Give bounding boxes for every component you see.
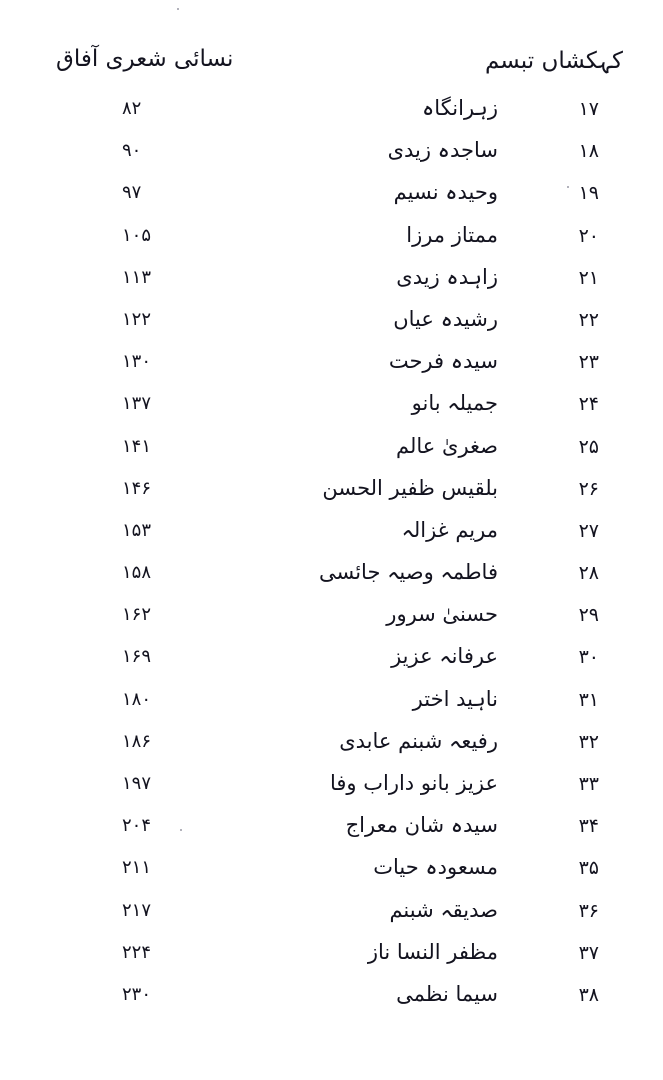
entry-page-number: ۲۳۰ (122, 983, 152, 1005)
entry-page-number: ۱۵۳ (122, 519, 152, 541)
entry-number: ۲۲ (578, 308, 599, 331)
entry-name: زاہدہ زیدی (396, 264, 498, 289)
toc-row (0, 428, 663, 470)
entry-page-number: ۱۴۶ (122, 477, 152, 499)
entry-number: ۳۷ (578, 941, 599, 964)
toc-row (0, 849, 663, 891)
entry-number: ۳۱ (578, 688, 599, 711)
entry-name: صغریٰ عالم (396, 433, 498, 458)
toc-row (0, 681, 663, 723)
toc-row (0, 132, 663, 174)
entry-number: ۱۸ (578, 140, 599, 163)
toc-row (0, 892, 663, 934)
entry-number: ۲۴ (578, 393, 599, 416)
entry-name: ممتاز مرزا (406, 222, 498, 247)
entry-page-number: ۱۳۷ (122, 393, 152, 415)
entry-name: وحیدہ نسیم (393, 180, 498, 205)
entry-name: سیدہ فرحت (388, 349, 498, 374)
entry-page-number: ۱۵۸ (122, 562, 152, 584)
entry-page-number: ۹۰ (122, 140, 142, 162)
entry-number: ۲۶ (578, 477, 599, 500)
entry-page-number: ۹۷ (122, 182, 142, 204)
scan-speck (180, 829, 182, 831)
toc-row (0, 174, 663, 216)
toc-row (0, 934, 663, 976)
entry-number: ۳۰ (578, 646, 599, 669)
entry-name: فاطمہ وصیہ جائسی (318, 560, 498, 585)
entry-page-number: ۱۸۰ (122, 688, 152, 710)
scan-speck (567, 186, 569, 188)
entry-number: ۲۳ (578, 351, 599, 374)
toc-row (0, 554, 663, 596)
entry-page-number: ۱۱۳ (122, 266, 152, 288)
entry-number: ۱۷ (578, 98, 599, 120)
entry-page-number: ۱۶۲ (122, 604, 152, 626)
entry-number: ۳۶ (578, 899, 599, 922)
entry-name: رشیدہ عیاں (393, 306, 498, 331)
entry-name: سیدہ شان معراج (345, 813, 498, 838)
entry-name: ناہید اختر (412, 686, 498, 711)
book-title: نسائی شعری آفاق (56, 46, 234, 72)
entry-name: جمیلہ بانو (411, 391, 498, 416)
entry-page-number: ۲۱۱ (122, 857, 152, 879)
toc-row (0, 807, 663, 849)
entry-number: ۳۸ (578, 983, 599, 1006)
entry-name: عزیز بانو داراب وفا (329, 771, 498, 795)
entry-number: ۳۵ (578, 857, 599, 880)
entry-name: صدیقہ شبنم (389, 897, 498, 922)
scan-speck (177, 8, 179, 10)
entry-name: حسنیٰ سرور (386, 602, 498, 627)
entry-page-number: ۱۰۵ (122, 224, 152, 246)
toc-row (0, 638, 663, 680)
entry-number: ۲۹ (578, 604, 599, 627)
toc-row (0, 217, 663, 259)
entry-name: ساجدہ زیدی (387, 138, 498, 163)
entry-page-number: ۱۴۱ (122, 435, 152, 457)
entry-page-number: ۸۲ (122, 98, 142, 119)
entry-number: ۲۱ (578, 266, 599, 289)
entry-number: ۱۹ (578, 182, 599, 205)
entry-name: مسعودہ حیات (373, 855, 498, 880)
toc-row (0, 470, 663, 512)
entry-number: ۳۳ (578, 773, 599, 795)
entry-number: ۲۸ (578, 562, 599, 585)
toc-row (0, 259, 663, 301)
toc-row (0, 723, 663, 765)
entry-name: رفیعہ شبنم عابدی (339, 728, 498, 753)
entry-name: زہرانگاہ (421, 96, 498, 120)
table-of-contents (0, 90, 663, 1018)
entry-page-number: ۲۲۴ (122, 941, 152, 963)
entry-number: ۳۲ (578, 730, 599, 753)
entry-number: ۳۴ (578, 815, 599, 838)
toc-row (0, 385, 663, 427)
toc-row (0, 976, 663, 1018)
entry-number: ۲۵ (578, 435, 599, 458)
entry-page-number: ۱۹۷ (122, 773, 152, 794)
entry-page-number: ۱۳۰ (122, 351, 152, 373)
author-title: کہکشاں تبسم (484, 48, 623, 74)
toc-row (0, 343, 663, 385)
entry-page-number: ۱۲۲ (122, 308, 152, 330)
entry-name: بلقیس ظفیر الحسن (322, 475, 498, 500)
entry-page-number: ۱۸۶ (122, 730, 152, 752)
toc-row (0, 512, 663, 554)
toc-row (0, 301, 663, 343)
entry-name: عرفانہ عزیز (391, 644, 498, 669)
entry-number: ۲۰ (578, 224, 599, 247)
entry-number: ۲۷ (578, 519, 599, 542)
entry-name: سیما نظمی (396, 981, 498, 1006)
toc-row (0, 596, 663, 638)
entry-name: مریم غزالہ (401, 517, 498, 542)
toc-row (0, 90, 663, 132)
entry-name: مظفر النسا ناز (367, 939, 498, 964)
toc-row (0, 765, 663, 807)
entry-page-number: ۲۰۴ (122, 815, 152, 837)
entry-page-number: ۱۶۹ (122, 646, 152, 668)
entry-page-number: ۲۱۷ (122, 899, 152, 921)
